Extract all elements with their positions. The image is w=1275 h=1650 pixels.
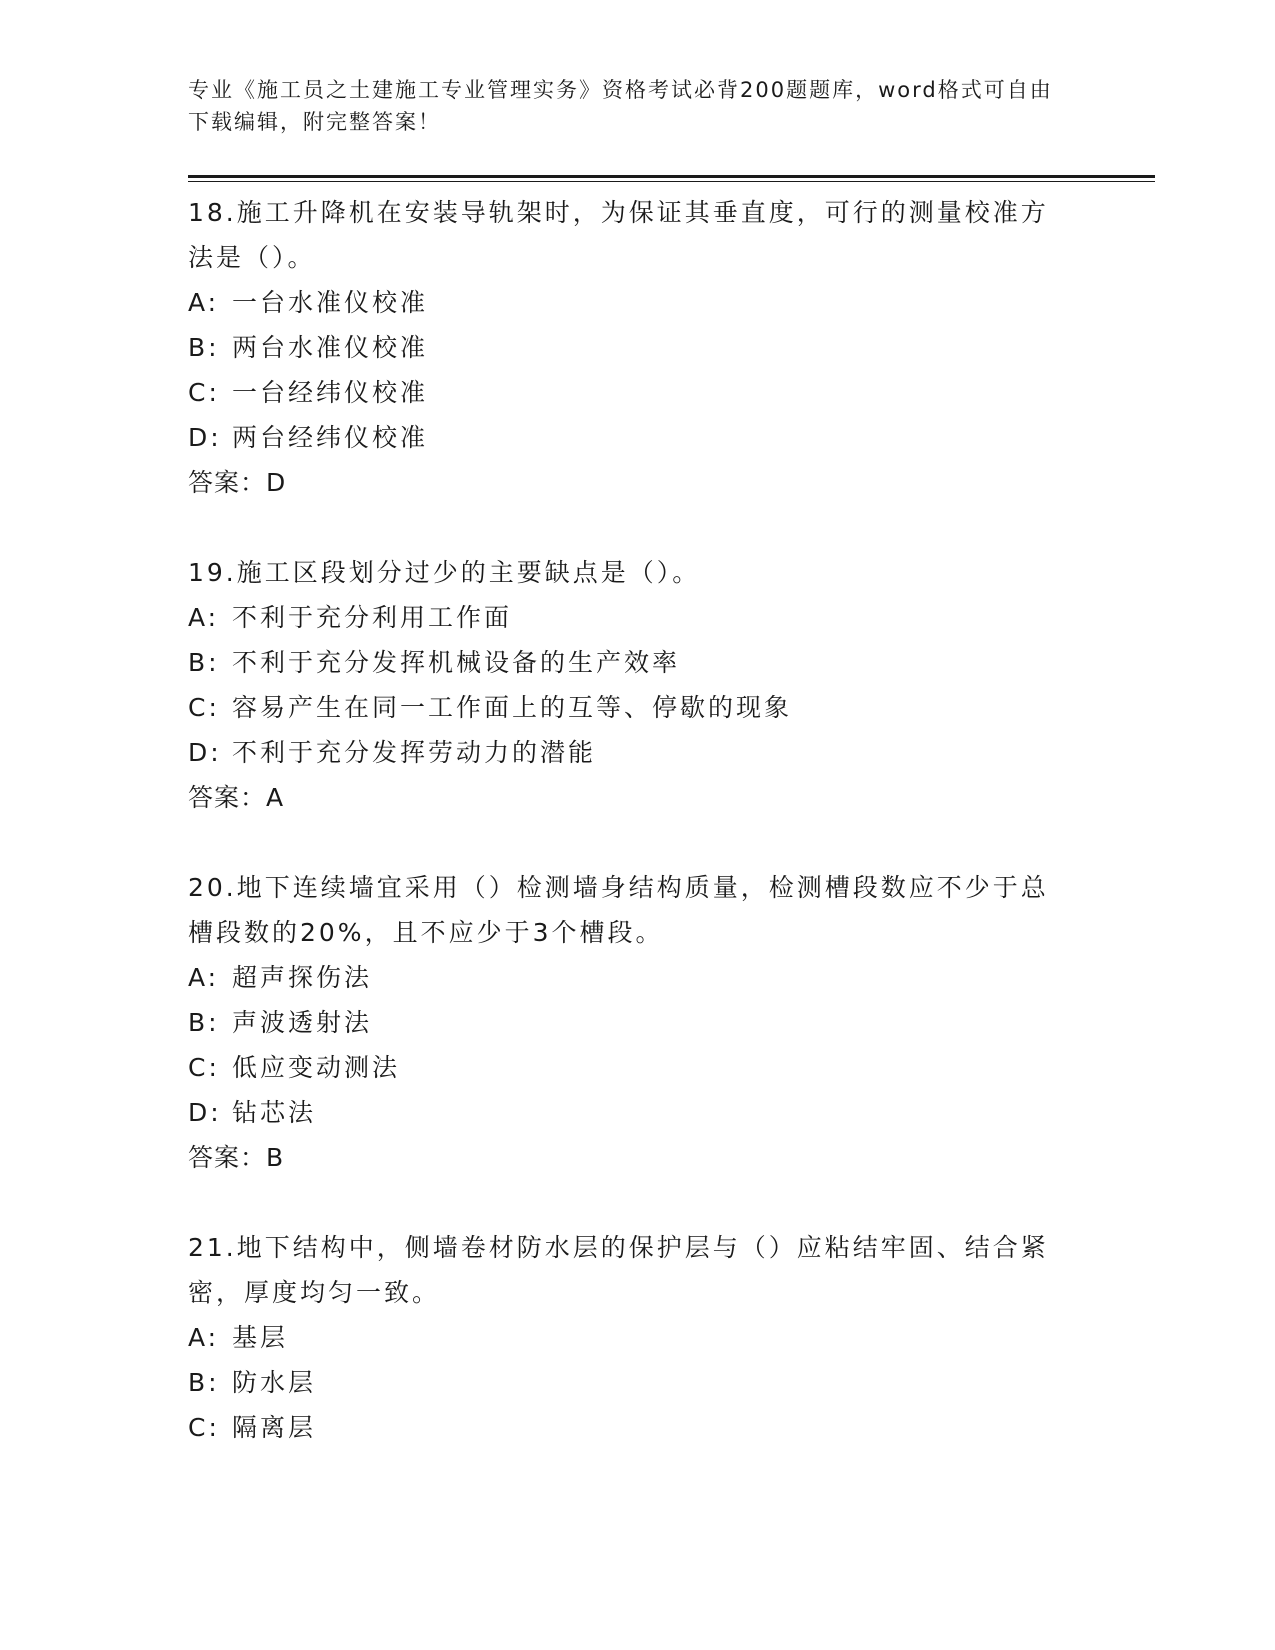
option-text: 低应变动测法 xyxy=(232,1053,401,1082)
option-text: 钻芯法 xyxy=(232,1098,317,1127)
question-stem: 21.地下结构中，侧墙卷材防水层的保护层与（）应粘结牢固、结合紧密，厚度均匀一致。 xyxy=(188,1233,1049,1307)
option-a xyxy=(188,595,1088,640)
option-d xyxy=(188,1090,1088,1135)
question-stem: 20.地下连续墙宜采用（）检测墙身结构质量，检测槽段数应不少于总槽段数的20%，且不应少于3个槽段。 xyxy=(188,873,1049,947)
option-b xyxy=(188,1000,1088,1045)
option-key: B: xyxy=(188,1368,220,1397)
option-key: C: xyxy=(188,378,220,407)
question-19 xyxy=(188,550,1088,820)
option-b xyxy=(188,325,1088,370)
option-text: 声波透射法 xyxy=(232,1008,373,1037)
option-key: D: xyxy=(188,423,222,452)
question-spacer xyxy=(188,1180,1088,1225)
option-text: 超声探伤法 xyxy=(232,963,373,992)
option-text: 基层 xyxy=(232,1323,289,1352)
option-text: 容易产生在同一工作面上的互等、停歇的现象 xyxy=(232,693,793,722)
question-spacer xyxy=(188,505,1088,550)
option-key: B: xyxy=(188,333,220,362)
option-text: 两台水准仪校准 xyxy=(232,333,429,362)
header-rule-thin xyxy=(188,181,1155,182)
option-c xyxy=(188,1045,1088,1090)
option-key: C: xyxy=(188,1413,220,1442)
option-text: 一台水准仪校准 xyxy=(232,288,429,317)
option-key: B: xyxy=(188,1008,220,1037)
option-key: A: xyxy=(188,288,220,317)
question-20 xyxy=(188,865,1088,1180)
option-b xyxy=(188,640,1088,685)
option-key: C: xyxy=(188,1053,220,1082)
option-b xyxy=(188,1360,1088,1405)
option-text: 不利于充分利用工作面 xyxy=(232,603,513,632)
option-text: 一台经纬仪校准 xyxy=(232,378,429,407)
option-key: A: xyxy=(188,963,220,992)
option-text: 两台经纬仪校准 xyxy=(232,423,429,452)
option-a xyxy=(188,1315,1088,1360)
answer-line: 答案：A xyxy=(188,783,285,812)
header-rule-thick xyxy=(188,175,1155,178)
option-text: 防水层 xyxy=(232,1368,317,1397)
question-stem: 18.施工升降机在安装导轨架时，为保证其垂直度，可行的测量校准方法是（）。 xyxy=(188,198,1049,272)
option-c xyxy=(188,685,1088,730)
option-key: D: xyxy=(188,1098,222,1127)
question-list xyxy=(188,190,1088,1450)
option-key: D: xyxy=(188,738,222,767)
option-c xyxy=(188,1405,1088,1450)
option-text: 隔离层 xyxy=(232,1413,317,1442)
question-21 xyxy=(188,1225,1088,1450)
option-text: 不利于充分发挥劳动力的潜能 xyxy=(232,738,597,767)
option-key: C: xyxy=(188,693,220,722)
option-key: A: xyxy=(188,603,220,632)
question-18 xyxy=(188,190,1088,505)
question-stem: 19.施工区段划分过少的主要缺点是（）。 xyxy=(188,558,701,587)
question-spacer xyxy=(188,820,1088,865)
option-a xyxy=(188,280,1088,325)
answer-line: 答案：D xyxy=(188,468,287,497)
answer-line: 答案：B xyxy=(188,1143,285,1172)
option-d xyxy=(188,415,1088,460)
option-a xyxy=(188,955,1088,1000)
option-key: B: xyxy=(188,648,220,677)
option-c xyxy=(188,370,1088,415)
document-header: 专业《施工员之土建施工专业管理实务》资格考试必背200题题库，word格式可自由下载编辑，附完整答案！ xyxy=(188,78,1053,134)
option-key: A: xyxy=(188,1323,220,1352)
option-text: 不利于充分发挥机械设备的生产效率 xyxy=(232,648,681,677)
option-d xyxy=(188,730,1088,775)
